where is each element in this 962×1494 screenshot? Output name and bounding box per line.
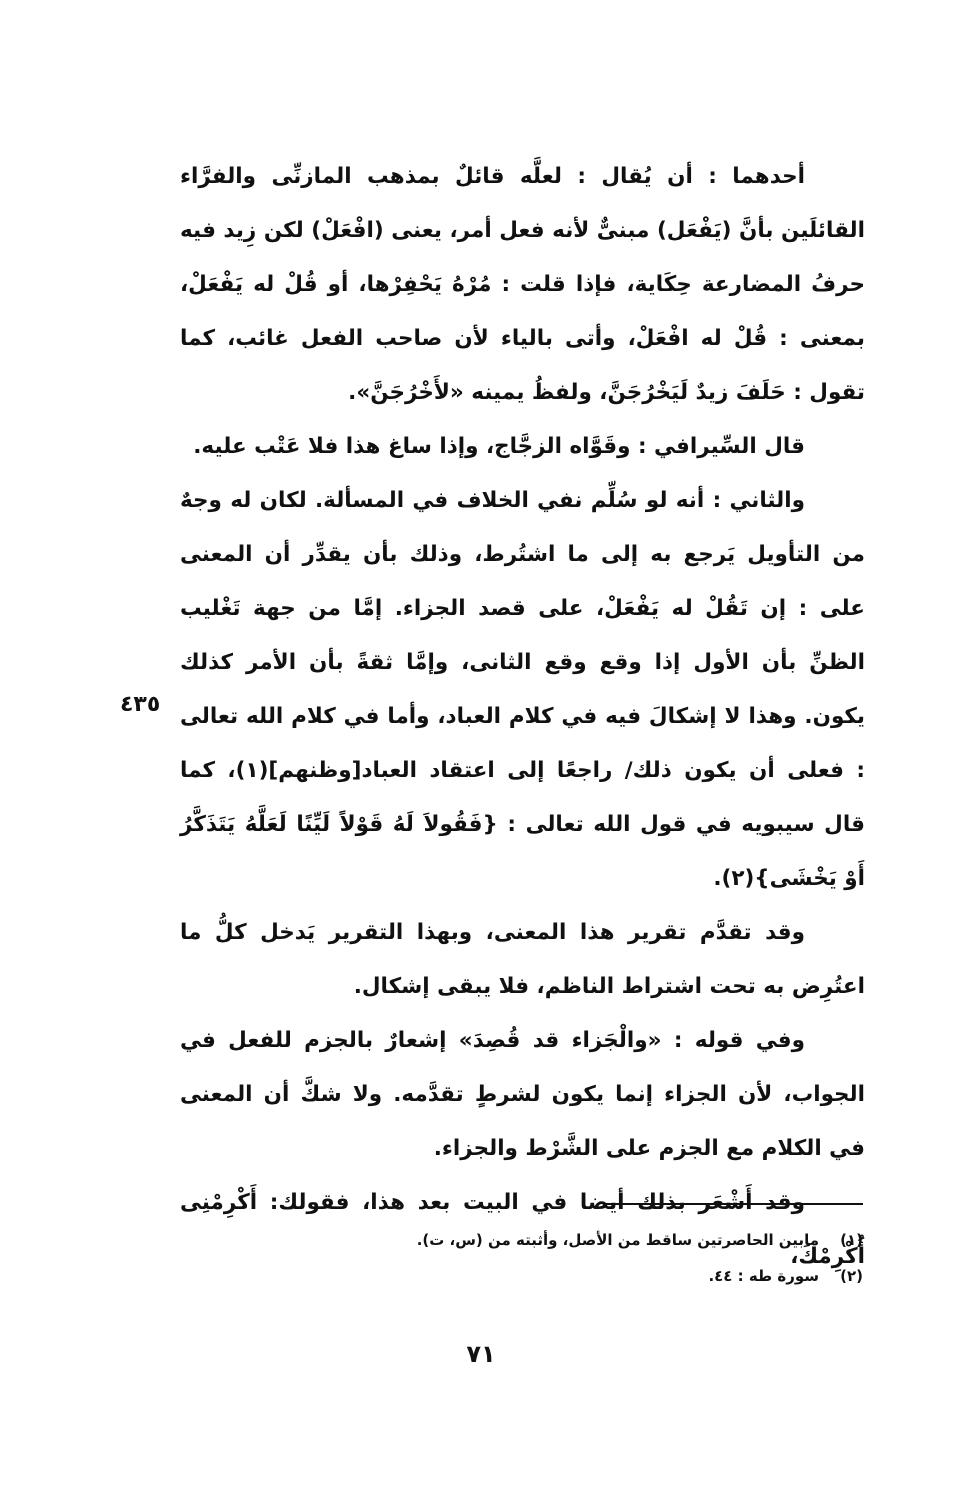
paragraph-2: قال السِّيرافي : وقَوَّاه الزجَّاج، وإذا ساغ هذا فلا عَتْب عليه. xyxy=(193,434,805,459)
paragraph-1: أحدهما : أن يُقال : لعلَّه قائلٌ بمذهب المازنِّى والفرَّاء القائلَين بأنَّ (يَفْعَل) مبنىٌّ لأنه فعل أمر، يعنى (افْعَلْ) لكن زِيد فيه حرفُ المضارعة حِكَاية، فإذا قلت : مُرْهُ يَحْفِرْها، أو قُلْ له يَفْعَلْ، بمعنى : قُلْ له افْعَلْ، وأتى بالياء لأن صاحب الفعل غائب، كما تقول : حَلَفَ زيدٌ لَيَخْرُجَنَّ، ولفظُ يمينه «لأَخْرُجَنَّ». xyxy=(180,164,865,405)
footnote-separator xyxy=(603,1203,863,1205)
manuscript-page-marker: ٤٣٥ xyxy=(120,692,161,717)
footnotes xyxy=(340,1222,863,1294)
footnote-number: (٢) xyxy=(840,1267,863,1285)
paragraph-5: وفي قوله : «والْجَزاء قد قُصِدَ» إشعارٌ بالجزم للفعل في الجواب، لأن الجزاء إنما يكون لشرطٍ تقدَّمه. ولا شكَّ أن المعنى في الكلام مع الجزم على الشَّرْط والجزاء. xyxy=(180,1028,865,1161)
footnote xyxy=(340,1222,863,1258)
footnote-text: مابين الحاصرتين ساقط من الأصل، وأثبته من (س، ت). xyxy=(416,1231,819,1249)
page-number: ٧١ xyxy=(466,1340,496,1368)
paragraph-4: وقد تقدَّم تقرير هذا المعنى، وبهذا التقرير يَدخل كلُّ ما اعتُرِض به تحت اشتراط الناظم، فلا يبقى إشكال. xyxy=(180,920,865,999)
footnote xyxy=(340,1258,863,1294)
paragraph-6: وقد أَشْعَر بذلك أيضا في البيت بعد هذا، فقولك: أَكْرِمْنِى أُكْرِمْكَ، xyxy=(180,1190,865,1269)
footnote-number: (١) xyxy=(840,1231,863,1249)
footnote-text: سورة طه : ٤٤. xyxy=(708,1267,819,1285)
main-text xyxy=(180,150,865,1284)
paragraph-3: والثاني : أنه لو سُلِّم نفي الخلاف في المسألة. لكان له وجهٌ من التأويل يَرجع به إلى ما اشتُرط، وذلك بأن يقدِّر أن المعنى على : إن تَقُلْ له يَفْعَلْ، على قصد الجزاء. إمَّا من جهة تَغْليب الظنِّ بأن الأول إذا وقع وقع الثانى، وإمَّا ثقةً بأن الأمر كذلك يكون. وهذا لا إشكالَ فيه في كلام العباد، وأما في كلام الله تعالى : فعلى أن يكون ذلك/ راجعًا إلى اعتقاد العباد[وظنهم](١)، كما قال سيبويه في قول الله تعالى : {فَقُولاَ لَهُ قَوْلاً لَيِّنًا لَعَلَّهُ يَتَذَكَّرُ أَوْ يَخْشَى}(٢). xyxy=(180,488,865,891)
